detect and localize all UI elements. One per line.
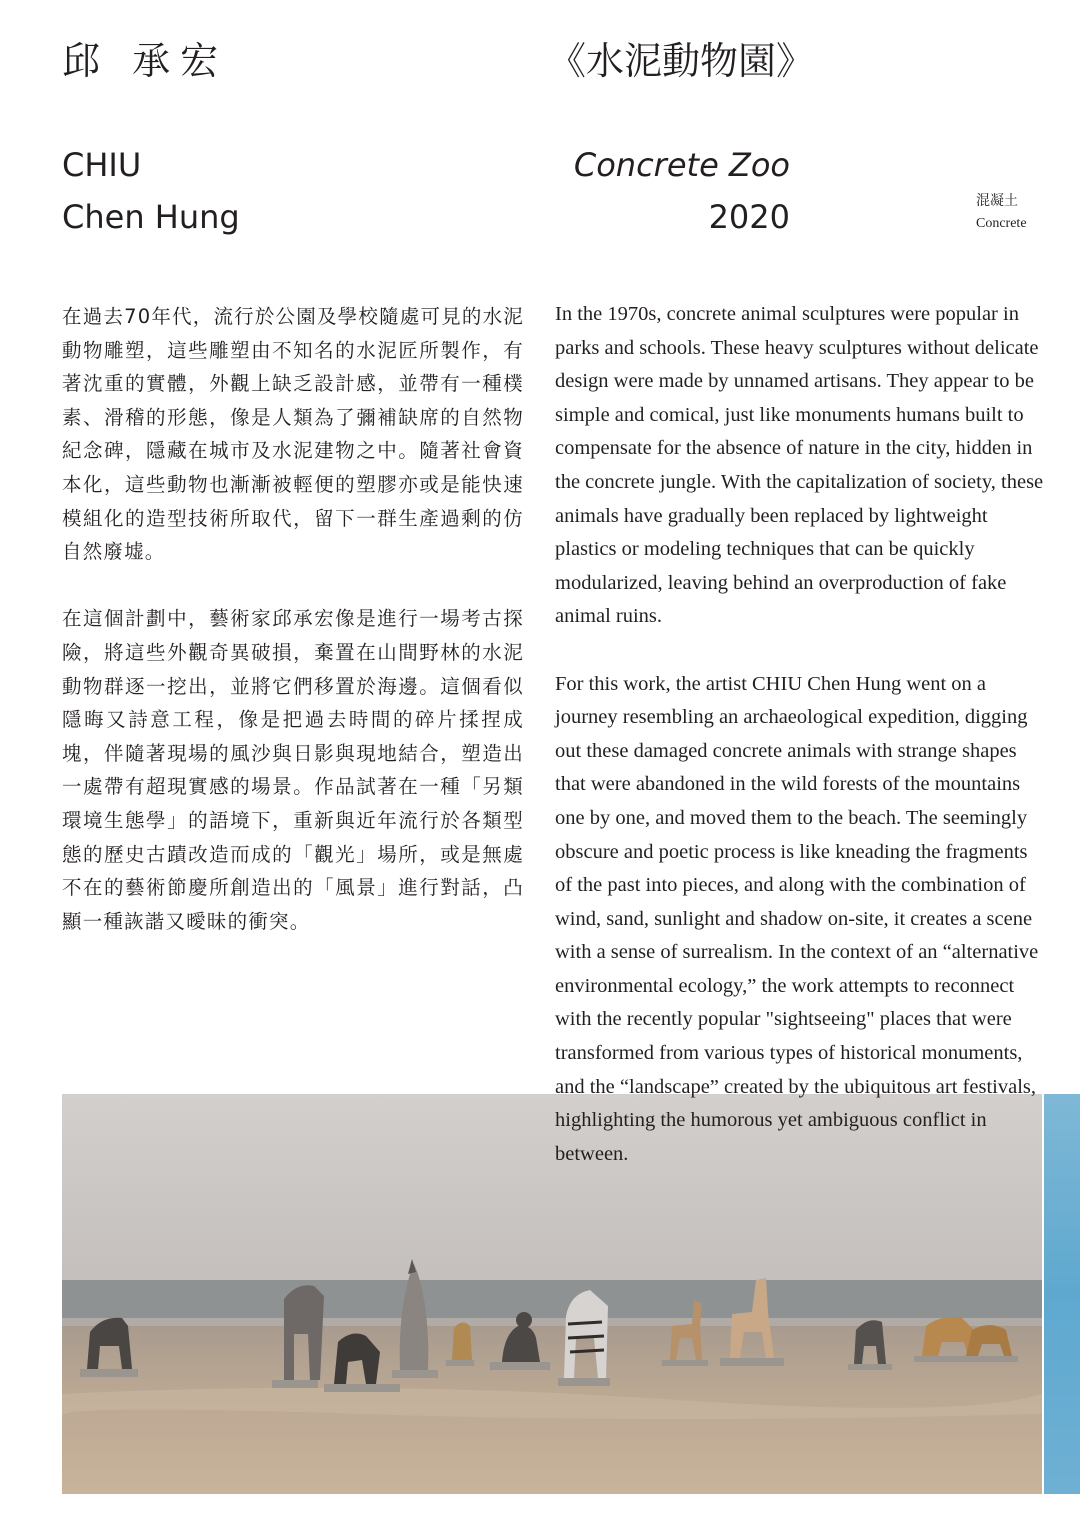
description-en-para1: In the 1970s, concrete animal sculptures were popular in parks and schools. These heavy sculptures without delicate design were made by unnamed artisans. They appear to be simple and comical, just like monuments humans built to compensate for the absence of nature in the city, hidden in the concrete jungle. With the capitalization of society, these animals have gradually been replaced by lightweight plastics or modeling techniques that can be quickly modularized, leaving behind an overproduction of fake animal ruins. bbox=[555, 303, 1044, 628]
accent-color-strip bbox=[1044, 1094, 1080, 1494]
artist-name-en-line2: Chen Hung bbox=[62, 198, 240, 236]
description-en-para2: For this work, the artist CHIU Chen Hung went on a journey resembling an archaeological expedition, digging out these damaged concrete animals with strange shapes that were abandoned in the wild forests of the mountains one by one, and moved them to the beach. The seemingly obscure and poetic process is like kneading the fragments of the past into pieces, and along with the combination of wind, sand, sunlight and shadow on-site, it creates a scene with a sense of surrealism. In the context of an “alternative environmental ecology,” the work attempts to reconnect with the recently popular "sightseeing" places that were transformed from various types of historical monuments, and the “landscape” created by the ubiquitous art festivals, highlighting the humorous yet ambiguous conflict in between. bbox=[555, 672, 1039, 1165]
description-en bbox=[555, 298, 1045, 1171]
description-zh bbox=[62, 300, 524, 938]
artist-name-en-line1: CHIU bbox=[62, 146, 142, 184]
material-zh: 混凝土 bbox=[976, 193, 1018, 209]
material-en: Concrete bbox=[976, 216, 1027, 231]
sea bbox=[62, 1280, 1042, 1322]
artwork-title-zh: 《水泥動物園》 bbox=[548, 39, 815, 83]
artist-name-zh: 邱 承宏 bbox=[62, 39, 229, 83]
description-zh-para1: 在過去70年代，流行於公園及學校隨處可見的水泥動物雕塑，這些雕塑由不知名的水泥匠所製作，有著沈重的實體，外觀上缺乏設計感，並帶有一種樸素、滑稽的形態，像是人類為了彌補缺席的自然物紀念碑，隱藏在城市及水泥建物之中。隨著社會資本化，這些動物也漸漸被輕便的塑膠亦或是能快速模組化的造型技術所取代，留下一群生產過剩的仿自然廢墟。 bbox=[62, 305, 524, 564]
artwork-title-en: Concrete Zoo bbox=[573, 146, 790, 184]
description-zh-para2: 在這個計劃中，藝術家邱承宏像是進行一場考古探險，將這些外觀奇異破損，棄置在山間野林的水泥動物群逐一挖出，並將它們移置於海邊。這個看似隱晦又詩意工程，像是把過去時間的碎片揉捏成塊，伴隨著現場的風沙與日影與現地結合，塑造出一處帶有超現實感的場景。作品試著在一種「另類環境生態學」的語境下，重新與近年流行於各類型態的歷史古蹟改造而成的「觀光」場所，或是無處不在的藝術節慶所創造出的「風景」進行對話，凸顯一種詼諧又曖昧的衝突。 bbox=[62, 607, 524, 933]
artwork-year: 2020 bbox=[708, 198, 790, 236]
